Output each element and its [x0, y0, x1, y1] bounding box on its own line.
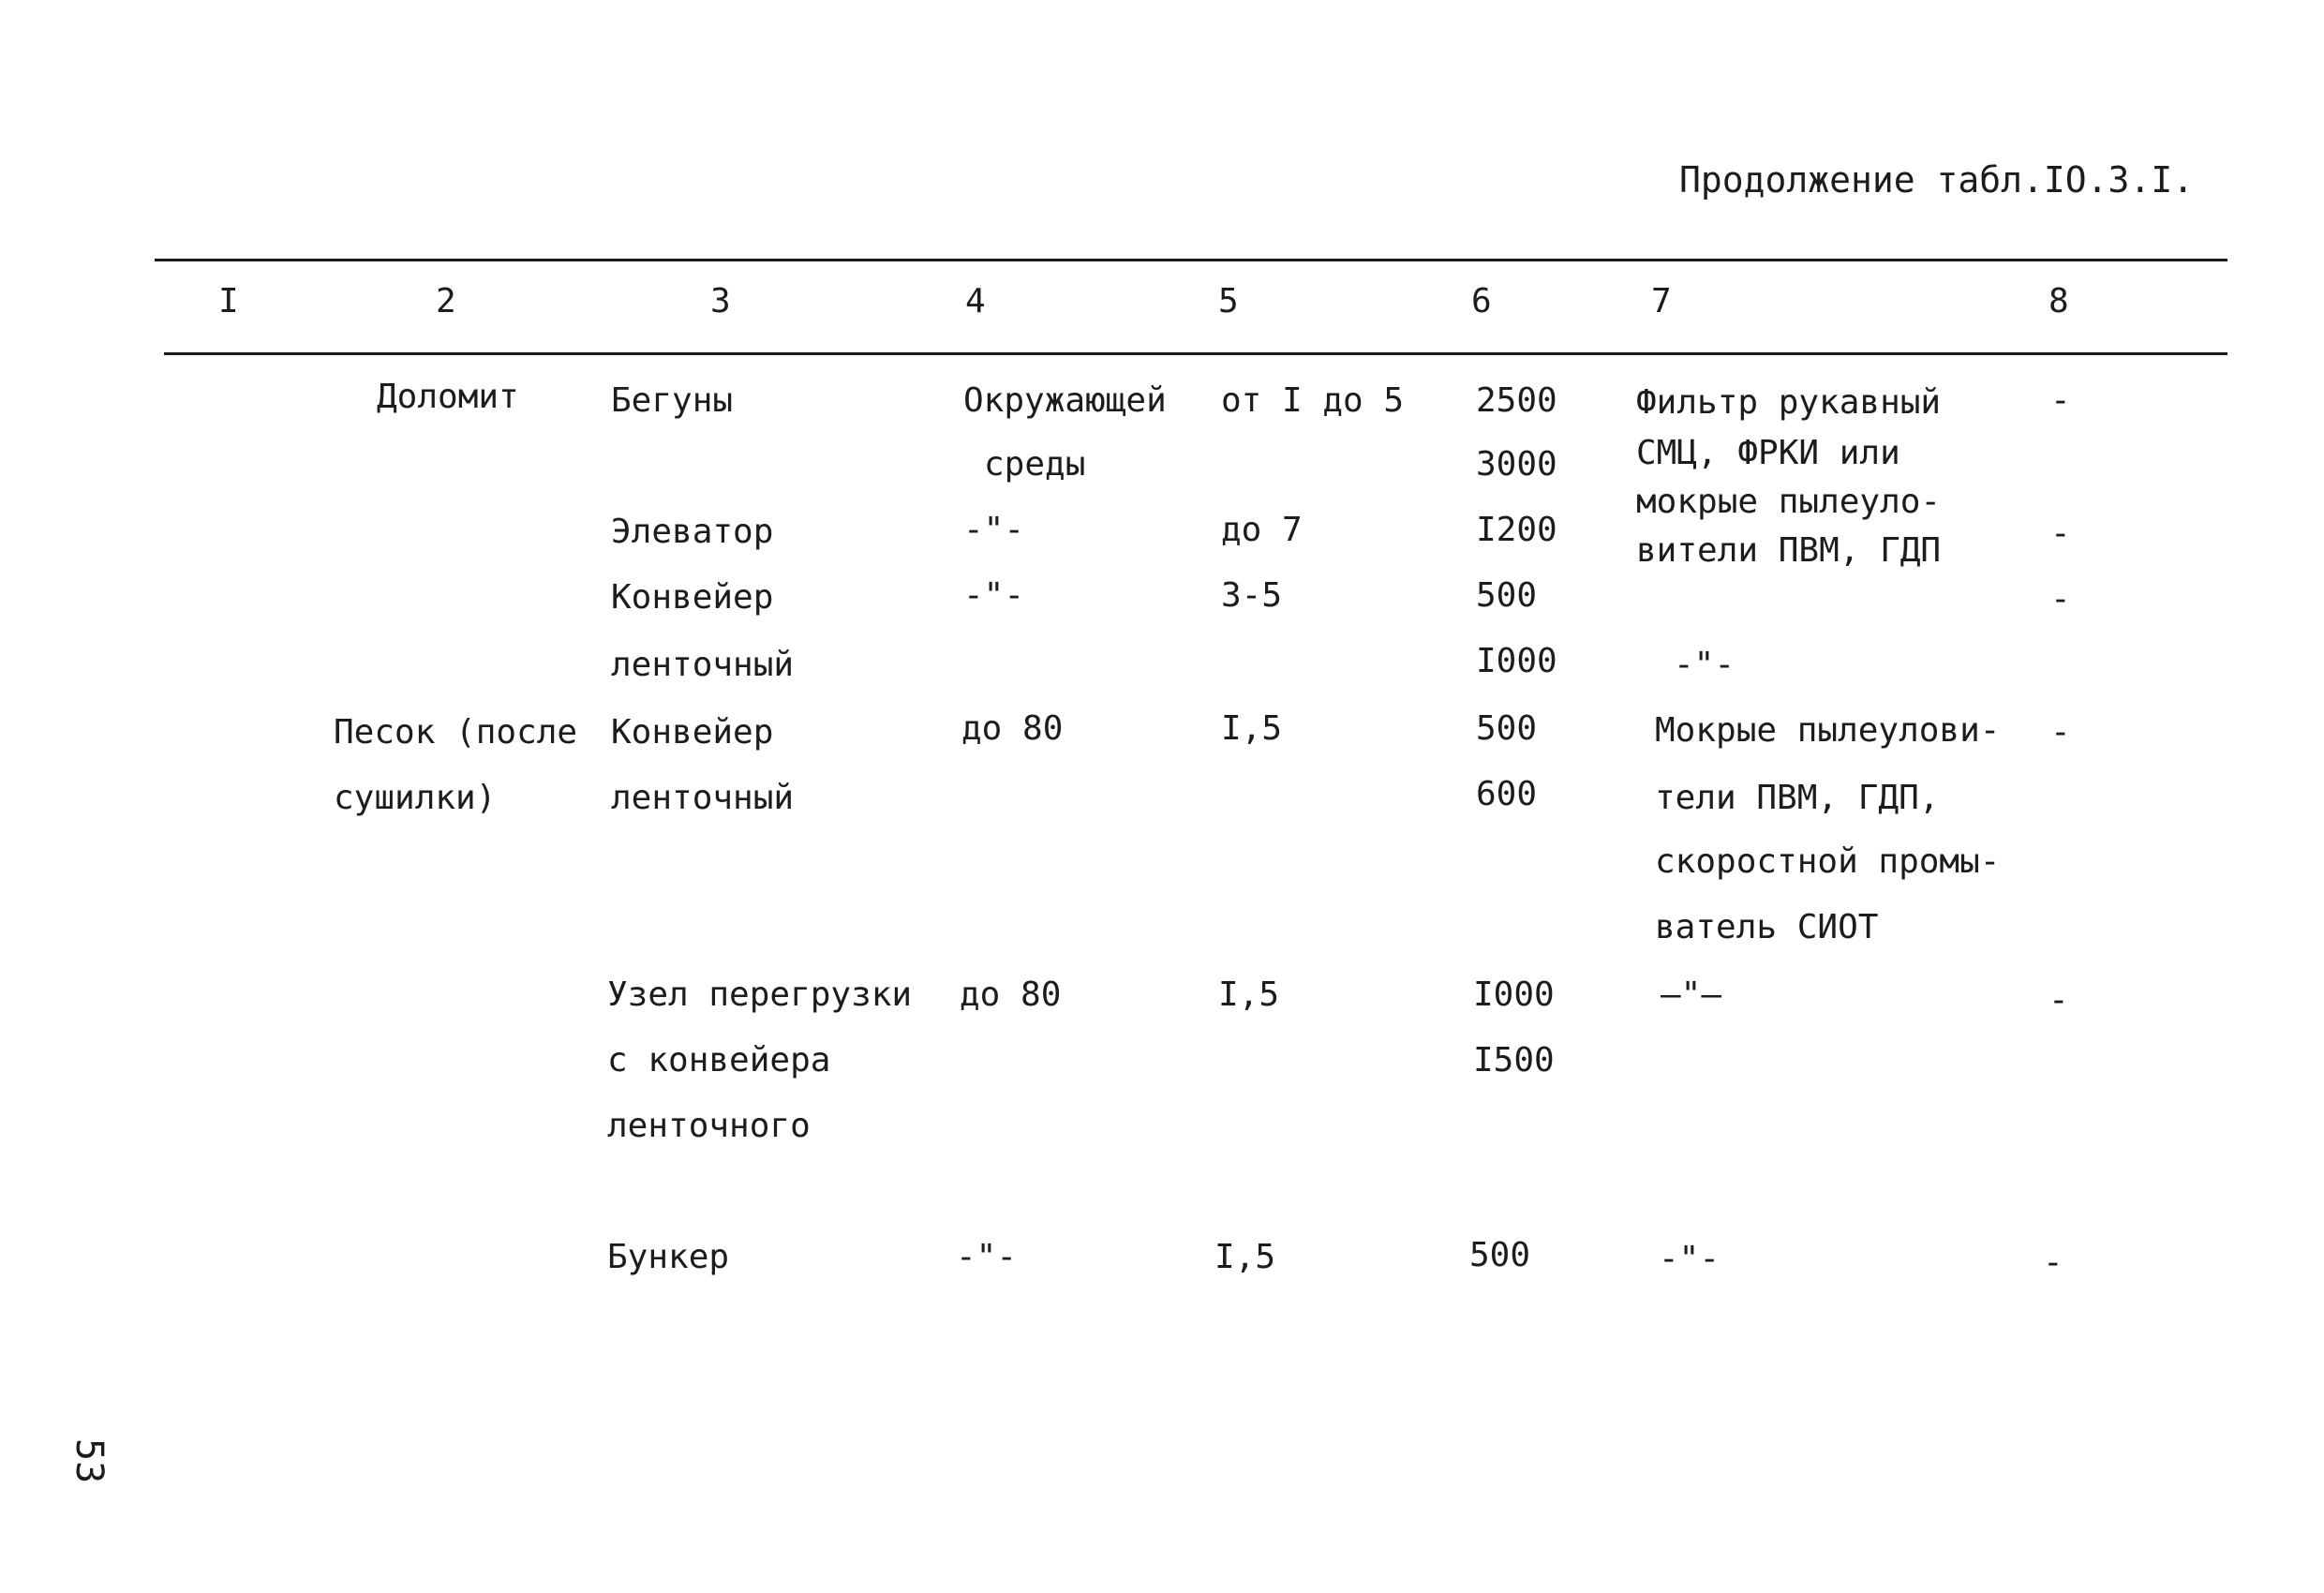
- cell-volume: I500: [1473, 1041, 1555, 1079]
- cell-note: -: [2043, 1243, 2063, 1282]
- cell-equipment: ленточного: [607, 1107, 811, 1145]
- cell-equipment: Бегуны: [611, 381, 734, 420]
- cell-equipment: Бункер: [607, 1238, 730, 1276]
- page-number: 53: [67, 1438, 111, 1484]
- column-header-4: 4: [965, 282, 986, 320]
- cell-dust-collector: -"-: [1659, 1240, 1721, 1278]
- cell-volume: I000: [1473, 975, 1555, 1014]
- cell-material: сушилки): [334, 779, 497, 817]
- cell-dust-collector: Фильтр рукавный: [1636, 383, 1942, 422]
- cell-temperature: до 80: [960, 975, 1062, 1014]
- cell-material: Доломит: [377, 378, 519, 416]
- cell-equipment: Конвейер: [611, 578, 774, 617]
- cell-dust-collector: -"-: [1674, 646, 1736, 684]
- cell-temperature: -"-: [956, 1238, 1018, 1276]
- cell-volume: I000: [1476, 642, 1557, 680]
- cell-equipment: Конвейер: [611, 713, 774, 752]
- cell-volume: 2500: [1476, 381, 1557, 420]
- cell-speed: от I до 5: [1221, 381, 1405, 420]
- cell-dust-collector: скоростной промы-: [1655, 842, 2001, 881]
- cell-equipment: ленточный: [611, 779, 795, 817]
- cell-equipment: Элеватор: [611, 513, 774, 551]
- column-header-7: 7: [1651, 282, 1672, 320]
- cell-speed: 3-5: [1221, 576, 1283, 615]
- cell-dust-collector: вители ПВМ, ГДП: [1636, 531, 1942, 570]
- column-header-3: 3: [710, 282, 731, 320]
- table-continuation-caption: Продолжение табл.IO.3.I.: [1679, 159, 2195, 201]
- column-header-8: 8: [2048, 282, 2069, 320]
- cell-volume: I200: [1476, 511, 1557, 549]
- cell-equipment: с конвейера: [607, 1041, 831, 1079]
- cell-temperature: -"-: [963, 511, 1025, 549]
- cell-dust-collector: ватель СИОТ: [1655, 908, 1879, 946]
- cell-dust-collector: —"—: [1661, 975, 1722, 1014]
- cell-temperature: среды: [984, 445, 1086, 484]
- column-header-2: 2: [436, 282, 456, 320]
- cell-speed: до 7: [1221, 511, 1303, 549]
- cell-dust-collector: СМЦ, ФРКИ или: [1636, 434, 1900, 472]
- cell-temperature: Окружающей: [963, 381, 1167, 420]
- column-header-1: I: [218, 282, 239, 320]
- cell-volume: 600: [1476, 775, 1538, 813]
- table-header-rule: [164, 352, 2227, 355]
- cell-volume: 3000: [1476, 445, 1557, 484]
- cell-dust-collector: тели ПВМ, ГДП,: [1655, 779, 1940, 817]
- column-header-5: 5: [1218, 282, 1239, 320]
- cell-note: -: [2050, 514, 2071, 553]
- cell-speed: I,5: [1214, 1238, 1276, 1276]
- cell-dust-collector: Мокрые пылеулови-: [1655, 711, 2001, 750]
- cell-dust-collector: мокрые пылеуло-: [1636, 483, 1942, 521]
- cell-note: -: [2050, 381, 2071, 420]
- cell-temperature: -"-: [963, 576, 1025, 615]
- cell-speed: I,5: [1221, 709, 1283, 748]
- cell-speed: I,5: [1218, 975, 1280, 1014]
- cell-material: Песок (после: [334, 713, 578, 752]
- table-top-rule: [155, 259, 2227, 261]
- cell-volume: 500: [1476, 576, 1538, 615]
- cell-volume: 500: [1469, 1236, 1531, 1274]
- cell-note: -: [2050, 713, 2071, 752]
- cell-temperature: до 80: [961, 709, 1064, 748]
- cell-equipment: Узел перегрузки: [607, 975, 913, 1014]
- cell-note: -: [2048, 981, 2069, 1020]
- cell-volume: 500: [1476, 709, 1538, 748]
- cell-equipment: ленточный: [611, 646, 795, 684]
- cell-note: -: [2050, 580, 2071, 618]
- column-header-6: 6: [1471, 282, 1492, 320]
